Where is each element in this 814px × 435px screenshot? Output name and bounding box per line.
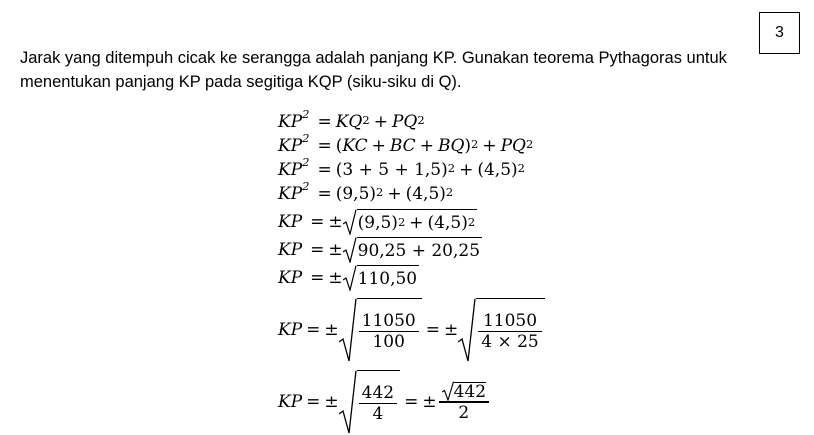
equation-9 bbox=[278, 370, 491, 434]
plus-minus-sign: ± bbox=[324, 319, 339, 340]
fraction-denominator: 100 bbox=[372, 332, 405, 353]
fraction bbox=[359, 383, 397, 424]
fraction bbox=[439, 381, 489, 422]
fraction-denominator: 2 bbox=[458, 402, 470, 423]
plus-sign: + bbox=[371, 135, 386, 156]
eq1-term-pq: PQ bbox=[391, 111, 418, 132]
plus-minus-sign: ± bbox=[443, 319, 459, 340]
eq2-term-bq: BQ bbox=[437, 135, 465, 156]
eq6-radicand: 90,25 + 20,25 bbox=[357, 237, 482, 263]
plus-minus-sign: ± bbox=[422, 391, 437, 412]
plus-sign: + bbox=[482, 135, 497, 156]
eq5-term-a: (9,5) bbox=[357, 213, 398, 233]
equals-sign: = bbox=[404, 391, 419, 412]
page-number: 3 bbox=[775, 24, 784, 41]
radical bbox=[343, 265, 419, 291]
equation-7 bbox=[278, 266, 419, 290]
equals-sign: = bbox=[317, 183, 332, 204]
fraction-numerator: 11050 bbox=[482, 310, 538, 331]
equation-2: $KP^2$ = ( KC + BC + BQ ) $^2$ + PQ $^2$ bbox=[278, 130, 534, 156]
radical-sign-icon bbox=[458, 298, 476, 362]
radicand: 442 bbox=[453, 381, 487, 402]
equation-4: $KP^2$ = (9,5) $^2$ + (4,5) $^2$ bbox=[278, 178, 454, 204]
plus-minus-sign: ± bbox=[324, 391, 339, 412]
plus-minus-sign: ± bbox=[328, 267, 343, 288]
equals-sign: = bbox=[317, 111, 332, 132]
plus-sign: + bbox=[419, 135, 434, 156]
eq9-lhs: KP bbox=[278, 391, 303, 412]
fraction-numerator: 11050 bbox=[361, 310, 416, 331]
eq3-lhs: $KP^2$ bbox=[278, 154, 310, 180]
eq2-close-paren: ) bbox=[464, 135, 472, 156]
eq4-term-a: (9,5) bbox=[335, 183, 377, 204]
equals-sign: = bbox=[306, 391, 321, 412]
eq1-term-kq: KQ bbox=[335, 111, 363, 132]
fraction bbox=[359, 311, 419, 352]
radical-sign-icon bbox=[339, 370, 357, 434]
equals-sign: = bbox=[310, 267, 325, 288]
intro-line-2: menentukan panjang KP pada segitiga KQP (siku-siku di Q). bbox=[20, 73, 462, 91]
eq1-lhs: $KP^2$ bbox=[278, 106, 310, 132]
equals-sign: = bbox=[310, 239, 325, 260]
plus-minus-sign: ± bbox=[328, 211, 343, 232]
radical-sign-icon bbox=[442, 381, 454, 401]
eq2-term-pq: PQ bbox=[500, 135, 526, 156]
plus-sign: + bbox=[459, 159, 474, 180]
equation-1: $KP^2$ = KQ $^2$ + PQ $^2$ bbox=[278, 106, 425, 132]
eq2-term-kc: KC bbox=[342, 135, 368, 156]
intro-paragraph bbox=[20, 46, 780, 94]
eq6-lhs: KP bbox=[278, 239, 303, 260]
fraction bbox=[478, 311, 542, 352]
plus-sign: + bbox=[373, 111, 388, 132]
radical bbox=[343, 237, 482, 263]
eq3-sum: (3 + 5 + 1,5) bbox=[335, 159, 448, 180]
eq7-lhs: KP bbox=[278, 267, 303, 288]
fraction-denominator: 4 bbox=[372, 404, 384, 425]
equation-8 bbox=[278, 298, 545, 362]
equals-sign: = bbox=[310, 211, 325, 232]
equation-5 bbox=[278, 210, 477, 234]
eq8-lhs: KP bbox=[278, 319, 303, 340]
radical-sign-icon bbox=[343, 265, 357, 291]
equals-sign: = bbox=[317, 135, 332, 156]
equation-3: $KP^2$ = (3 + 5 + 1,5) $^2$ + (4,5) $^2$ bbox=[278, 154, 525, 180]
plus-sign: + bbox=[387, 183, 402, 204]
plus-minus-sign: ± bbox=[328, 239, 343, 260]
plus-sign: + bbox=[409, 213, 424, 233]
eq4-term-b: (4,5) bbox=[405, 183, 446, 204]
eq7-radicand: 110,50 bbox=[357, 265, 419, 291]
eq4-lhs: $KP^2$ bbox=[278, 178, 310, 204]
radical bbox=[458, 298, 545, 362]
eq5-lhs: KP bbox=[278, 211, 303, 232]
intro-line-1: Jarak yang ditempuh cicak ke serangga adalah panjang KP. Gunakan teorema Pythagoras untuk bbox=[20, 49, 727, 67]
radical-sign-icon bbox=[343, 237, 357, 263]
equals-sign: = bbox=[425, 319, 440, 340]
equals-sign: = bbox=[306, 319, 321, 340]
eq2-lhs: $KP^2$ bbox=[278, 130, 310, 156]
radical-sign-icon bbox=[339, 298, 357, 362]
equals-sign: = bbox=[317, 159, 332, 180]
radical bbox=[339, 370, 400, 434]
radical-sign-icon bbox=[343, 209, 357, 235]
fraction-numerator bbox=[439, 381, 489, 401]
eq3-other: (4,5) bbox=[477, 159, 518, 180]
radical bbox=[339, 298, 422, 362]
equation-6 bbox=[278, 238, 482, 262]
fraction-denominator: 4 × 25 bbox=[481, 332, 539, 353]
eq2-term-bc: BC bbox=[389, 135, 416, 156]
radical: (9,5) $^2$ + (4,5) $^2$ bbox=[343, 209, 478, 235]
eq5-term-b: (4,5) bbox=[427, 213, 468, 233]
fraction-numerator: 442 bbox=[361, 382, 395, 403]
eq2-open-paren: ( bbox=[335, 135, 343, 156]
